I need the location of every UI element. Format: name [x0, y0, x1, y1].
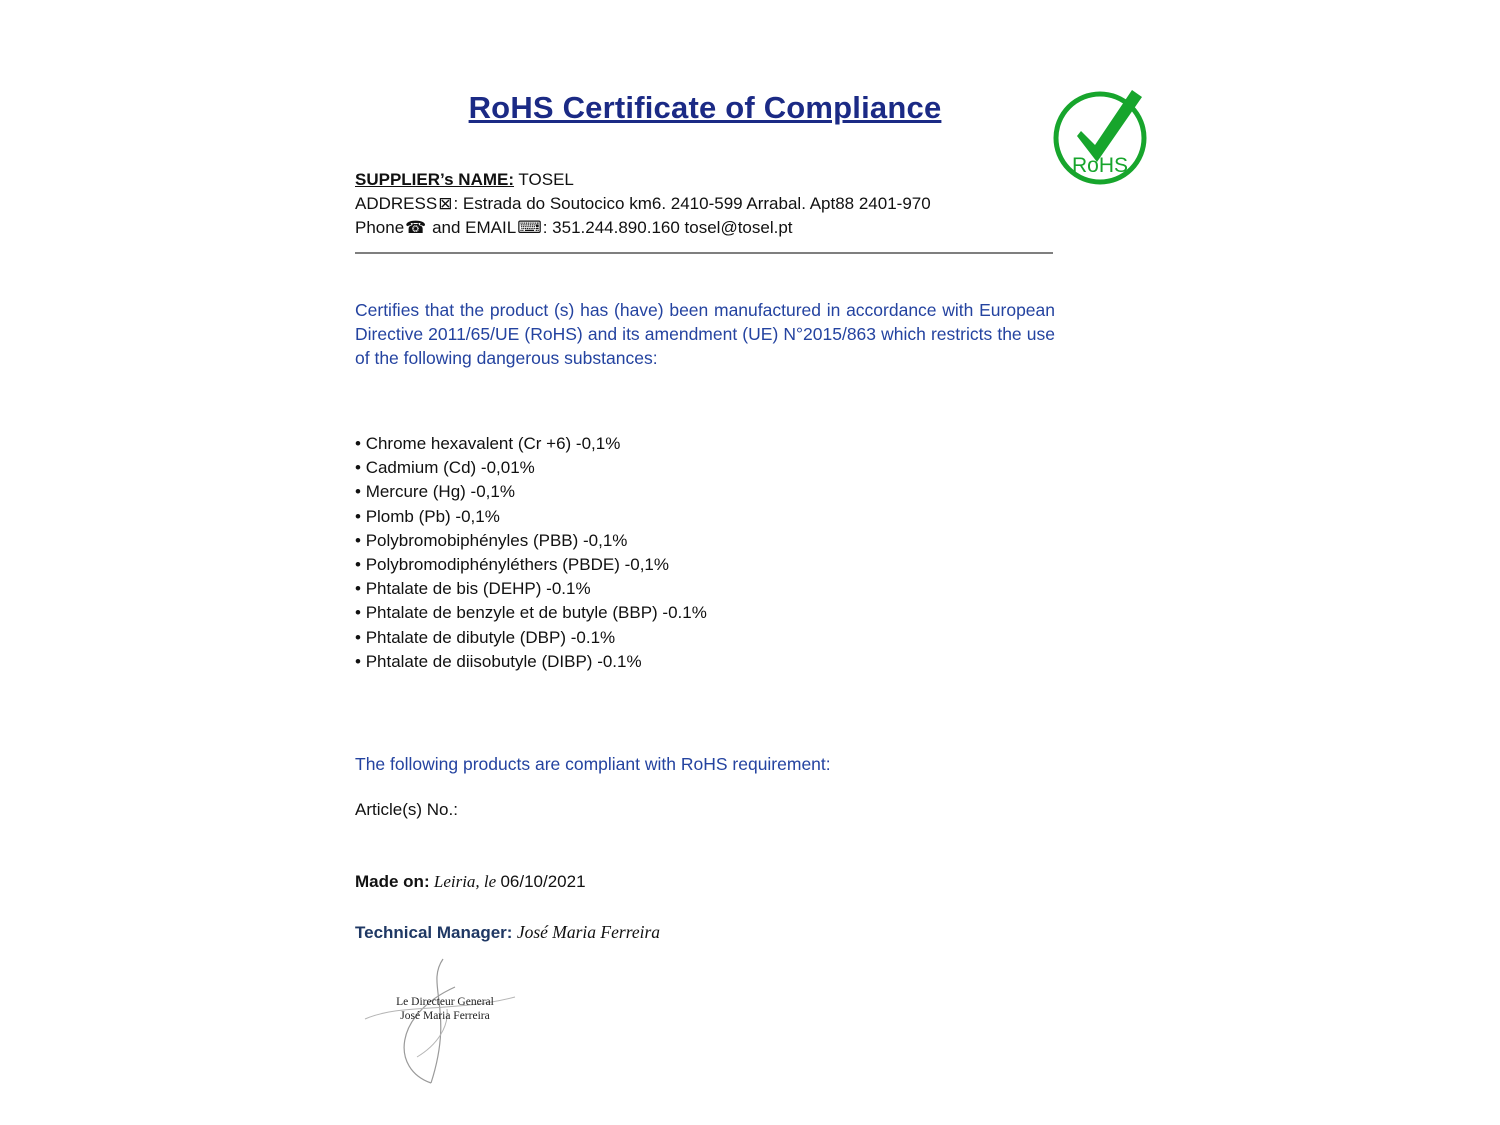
phone-label: Phone — [355, 218, 405, 237]
email-label: and EMAIL — [427, 218, 517, 237]
contact-value: : 351.244.890.160 tosel@tosel.pt — [542, 218, 793, 237]
certification-statement: Certifies that the product (s) has (have) been manufactured in accordance with European Directive 2011/65/UE (RoHS) and its amendment (UE) N°2015/863 which restricts the use of the following dangerous substances: — [355, 300, 1055, 368]
supplier-contact-line — [355, 216, 1055, 240]
substance-item: • Plomb (Pb) -0,1% — [355, 505, 1055, 529]
substance-item: • Phtalate de benzyle et de butyle (BBP) -0.1% — [355, 601, 1055, 625]
address-value: : Estrada do Soutocico km6. 2410-599 Arrabal. Apt88 2401-970 — [453, 194, 931, 213]
made-on-label: Made on: — [355, 872, 430, 892]
signature-title: Le Directeur General — [396, 996, 494, 1009]
supplier-name-value: TOSEL — [514, 170, 574, 189]
horizontal-divider — [355, 252, 1053, 254]
technical-manager-label: Technical Manager: — [355, 923, 513, 943]
rohs-logo — [1050, 82, 1152, 188]
supplier-block — [355, 168, 1055, 240]
envelope-icon: ⊠ — [438, 194, 453, 213]
substance-item: • Cadmium (Cd) -0,01% — [355, 456, 1055, 480]
substance-item: • Mercure (Hg) -0,1% — [355, 480, 1055, 504]
document-body — [355, 0, 1055, 1087]
technical-manager-name: José Maria Ferreira — [512, 922, 661, 943]
substances-list — [355, 432, 1055, 674]
substance-item: • Phtalate de diisobutyle (DIBP) -0.1% — [355, 650, 1055, 674]
compliance-statement: The following products are compliant with RoHS requirement: — [355, 754, 831, 775]
substance-item: • Polybromodiphényléthers (PBDE) -0,1% — [355, 553, 1055, 577]
made-on-date: 06/10/2021 — [500, 872, 586, 892]
made-on-place: Leiria, le — [429, 872, 501, 892]
substance-item: • Polybromobiphényles (PBB) -0,1% — [355, 529, 1055, 553]
check-icon — [1077, 90, 1142, 162]
substance-item: • Phtalate de dibutyle (DBP) -0.1% — [355, 626, 1055, 650]
substance-item: • Phtalate de bis (DEHP) -0.1% — [355, 577, 1055, 601]
substance-item: • Chrome hexavalent (Cr +6) -0,1% — [355, 432, 1055, 456]
logo-label: RoHS — [1071, 154, 1129, 177]
signature-name: José Maria Ferreira — [400, 1010, 490, 1023]
supplier-name-label: SUPPLIER’s NAME: — [355, 170, 515, 189]
signature-text — [375, 995, 515, 1023]
supplier-address-line — [355, 192, 1055, 216]
article-number-label: Article(s) No.: — [355, 800, 458, 820]
phone-icon: ☎ — [405, 218, 427, 237]
page-title: RoHS Certificate of Compliance — [468, 90, 942, 125]
technical-manager-line — [355, 922, 1055, 943]
address-label: ADDRESS — [355, 194, 438, 213]
computer-icon: ⌨ — [517, 218, 542, 237]
made-on-line — [355, 872, 1055, 892]
signature-area — [357, 957, 537, 1087]
supplier-name-line — [355, 168, 1055, 192]
rohs-logo-graphic — [1050, 82, 1152, 188]
